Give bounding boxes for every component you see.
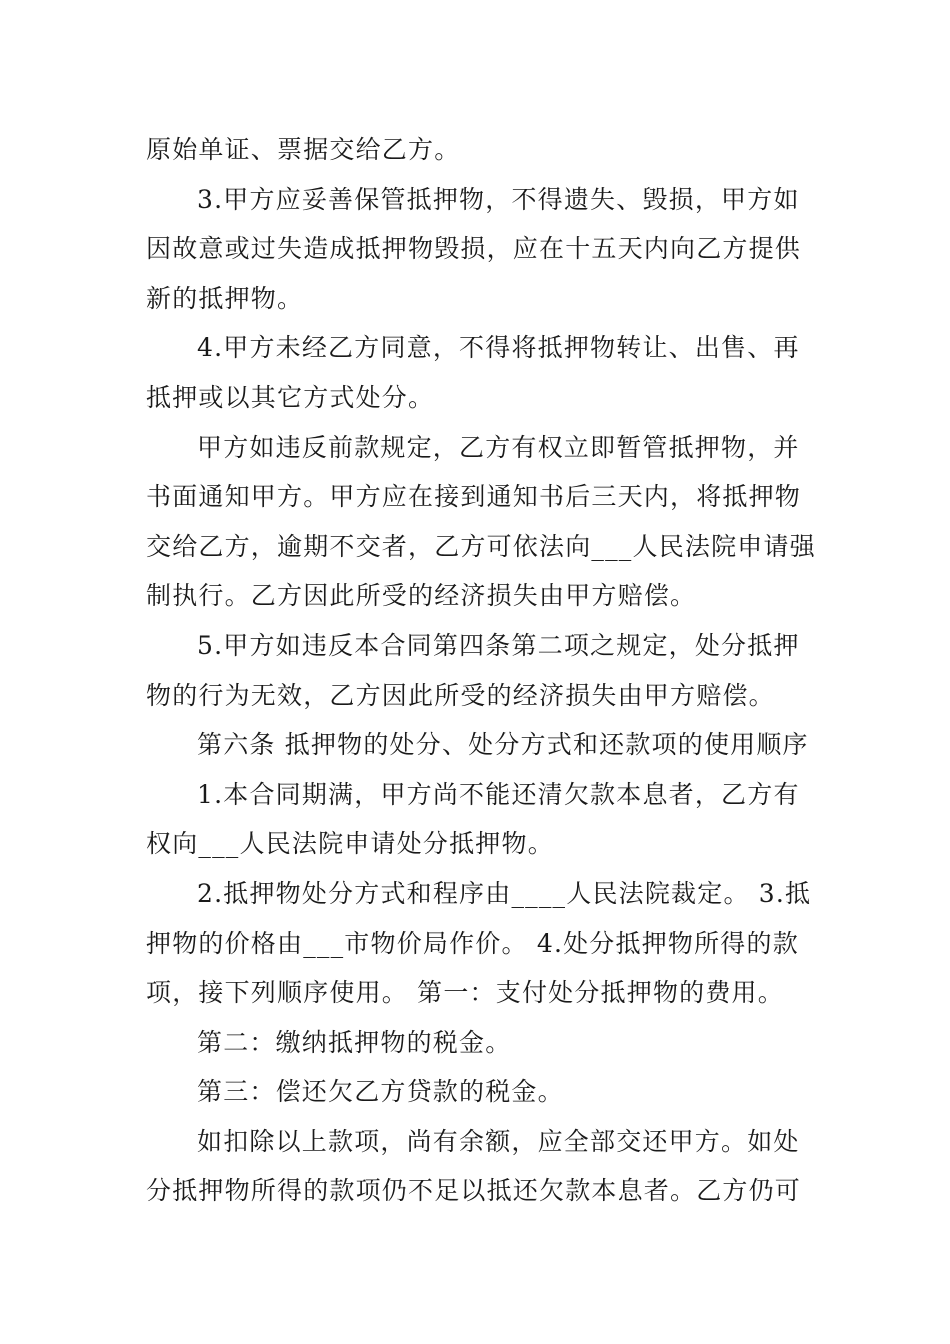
text-line: 4.甲方未经乙方同意，不得将抵押物转让、出售、再 [197,333,800,363]
text-line: 因故意或过失造成抵押物毁损，应在十五天内向乙方提供 [146,234,802,264]
text-line: 3.甲方应妥善保管抵押物，不得遗失、毁损，甲方如 [197,184,800,214]
text-line: 原始单证、票据交给乙方。 [146,135,461,164]
text-line: 分抵押物所得的款项仍不足以抵还欠款本息者。乙方仍可 [146,1176,802,1206]
text-line: 项，接下列顺序使用。 第一：支付处分抵押物的费用。 [146,978,784,1008]
text-line: 物的行为无效，乙方因此所受的经济损失由甲方赔偿。 [146,680,775,710]
section-heading: 第六条 抵押物的处分、处分方式和还款项的使用顺序 [197,730,809,760]
text-line: 书面通知甲方。甲方应在接到通知书后三天内，将抵押物 [146,482,802,512]
text-line: 抵押或以其它方式处分。 [146,382,435,412]
contract-body-text [146,125,816,1216]
text-line: 第二：缴纳抵押物的税金。 [197,1027,512,1057]
text-line: 甲方如违反前款规定，乙方有权立即暂管抵押物，并 [197,432,800,462]
text-line: 2.抵押物处分方式和程序由____人民法院裁定。 3.抵 [197,878,812,908]
text-line: 5.甲方如违反本合同第四条第二项之规定，处分抵押 [197,630,800,660]
text-line: 权向___人民法院申请处分抵押物。 [146,829,554,859]
text-line: 押物的价格由___市物价局作价。 4.处分抵押物所得的款 [146,928,799,958]
text-line: 制执行。乙方因此所受的经济损失由甲方赔偿。 [146,581,697,611]
text-line: 1.本合同期满，甲方尚不能还清欠款本息者，乙方有 [197,779,800,809]
text-line: 如扣除以上款项，尚有余额，应全部交还甲方。如处 [197,1126,800,1156]
text-line: 交给乙方，逾期不交者，乙方可依法向___人民法院申请强 [146,531,816,561]
text-line: 第三：偿还欠乙方贷款的税金。 [197,1077,564,1107]
text-line: 新的抵押物。 [146,283,304,313]
